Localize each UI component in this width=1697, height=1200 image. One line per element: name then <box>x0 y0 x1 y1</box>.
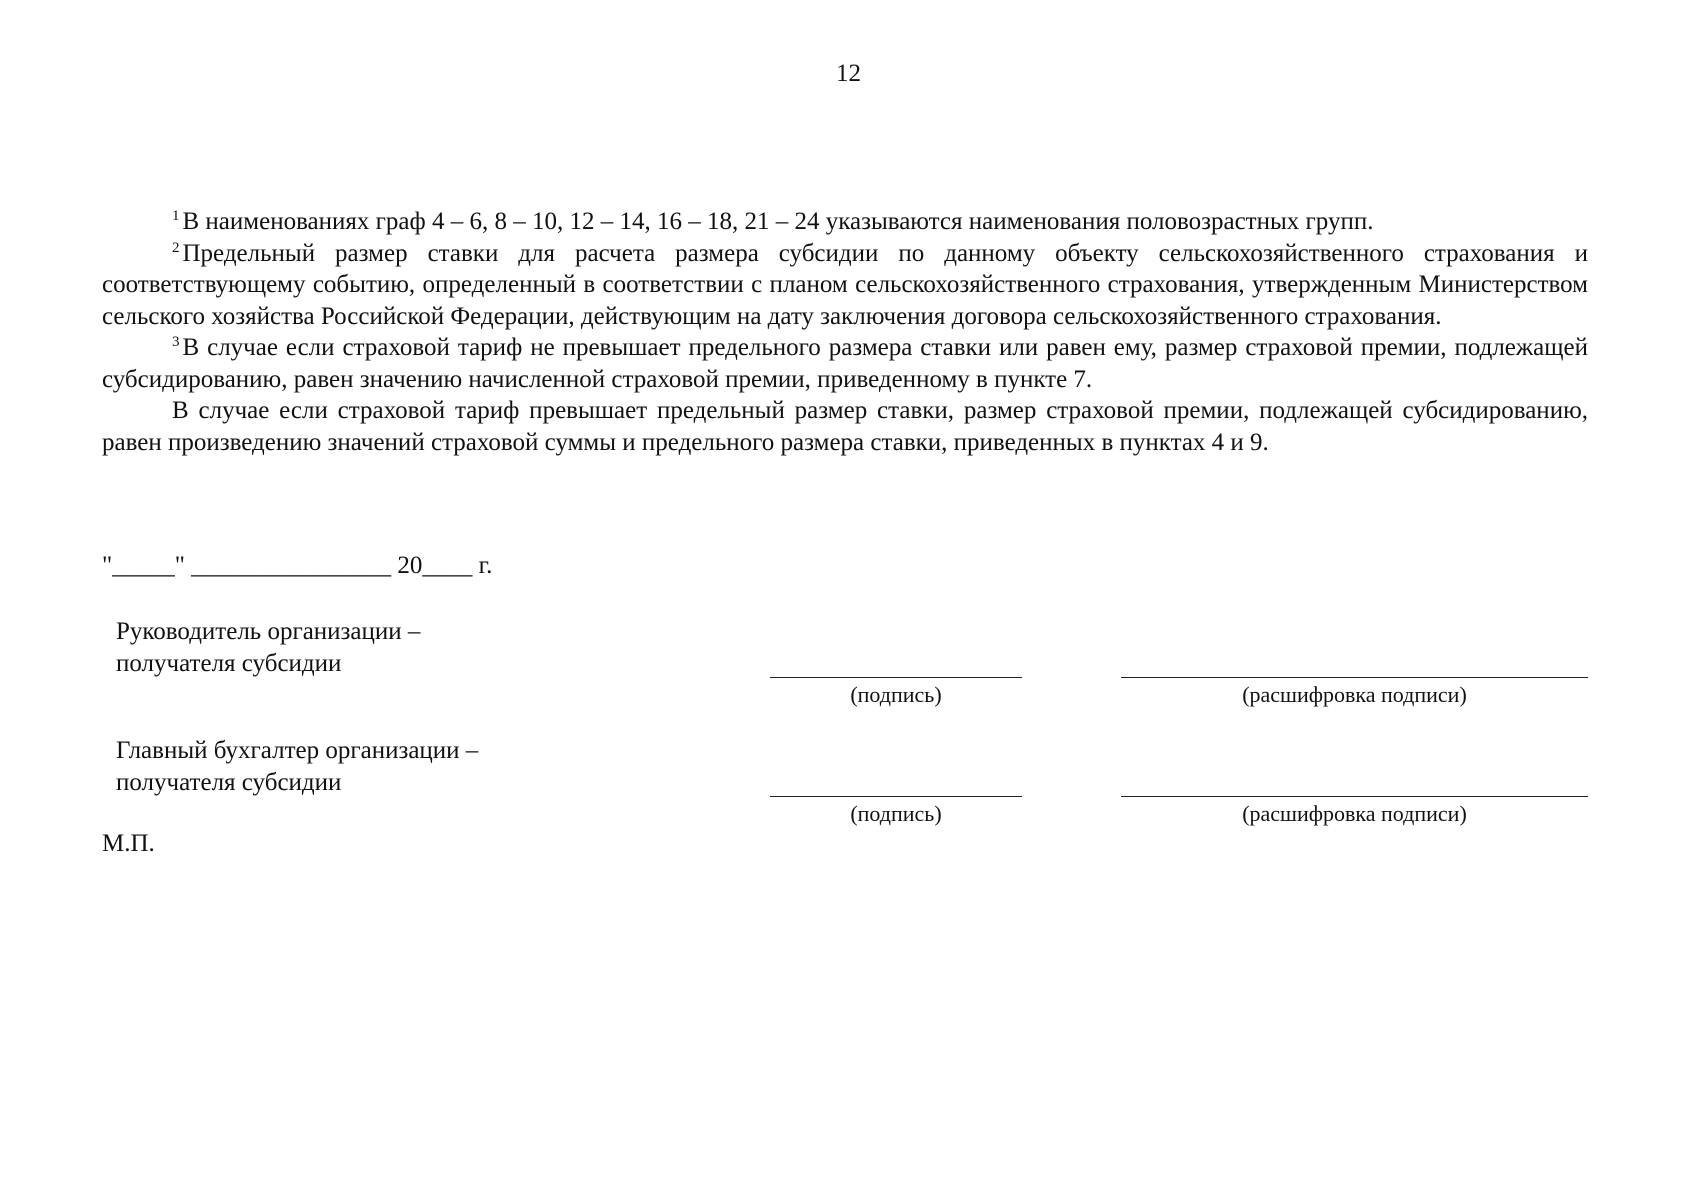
page-number: 12 <box>836 60 861 87</box>
footnote-text: Предельный размер ставки для расчета размера субсидии по данному объекту сельскохозяйственного страхования и соответствующему событию, определенный в соответствии с планом сельскохозяйственного страхования, утвержденным Министерством сельского хозяйства Российской Федерации, действующим на дату заключения договора сельскохозяйственного страхования. <box>102 239 1588 330</box>
signer-role-line: получателя субсидии <box>116 768 342 796</box>
signature-caption: (подпись) <box>850 801 942 826</box>
signature-decoding-line <box>1121 677 1588 678</box>
signer-role-accountant <box>116 735 478 798</box>
footnote-marker: 3 <box>172 334 180 350</box>
signer-role-line: получателя субсидии <box>116 649 342 677</box>
footnotes <box>102 206 1588 458</box>
signature-caption: (подпись) <box>850 682 942 707</box>
footnote-text: В случае если страховой тариф не превышает предельного размера ставки или равен ему, размер страховой премии, подлежащей субсидированию, равен значению начисленной страховой премии, приведенному в пункте 7. <box>102 334 1588 393</box>
footnote-marker: 1 <box>172 208 180 224</box>
signature-line <box>770 796 1022 797</box>
footnote-3-continuation <box>102 395 1588 458</box>
signature-decoding-line <box>1121 796 1588 797</box>
signature-decoding-caption: (расшифровка подписи) <box>1242 801 1467 826</box>
stamp-label: М.П. <box>102 830 155 857</box>
date-line: "_____" ________________ 20____ г. <box>102 552 493 579</box>
signer-role-line: Руководитель организации – <box>116 618 421 645</box>
footnote-marker: 2 <box>172 239 180 256</box>
footnote-2 <box>102 238 1588 333</box>
signature-decoding-caption: (расшифровка подписи) <box>1242 682 1467 707</box>
footnote-1 <box>102 206 1588 238</box>
signer-role-head <box>116 616 420 679</box>
signature-line <box>770 677 1022 678</box>
footnote-text: В наименованиях граф 4 – 6, 8 – 10, 12 – 14, 16 – 18, 21 – 24 указываются наименования половозрастных групп. <box>182 208 1374 235</box>
footnote-text: В случае если страховой тариф превышает предельный размер ставки, размер страховой премии, подлежащей субсидированию, равен произведению значений страховой суммы и предельного размера ставки, приведенных в пунктах 4 и 9. <box>102 397 1588 456</box>
signer-role-line: Главный бухгалтер организации – <box>116 737 479 764</box>
footnote-3 <box>102 332 1588 395</box>
